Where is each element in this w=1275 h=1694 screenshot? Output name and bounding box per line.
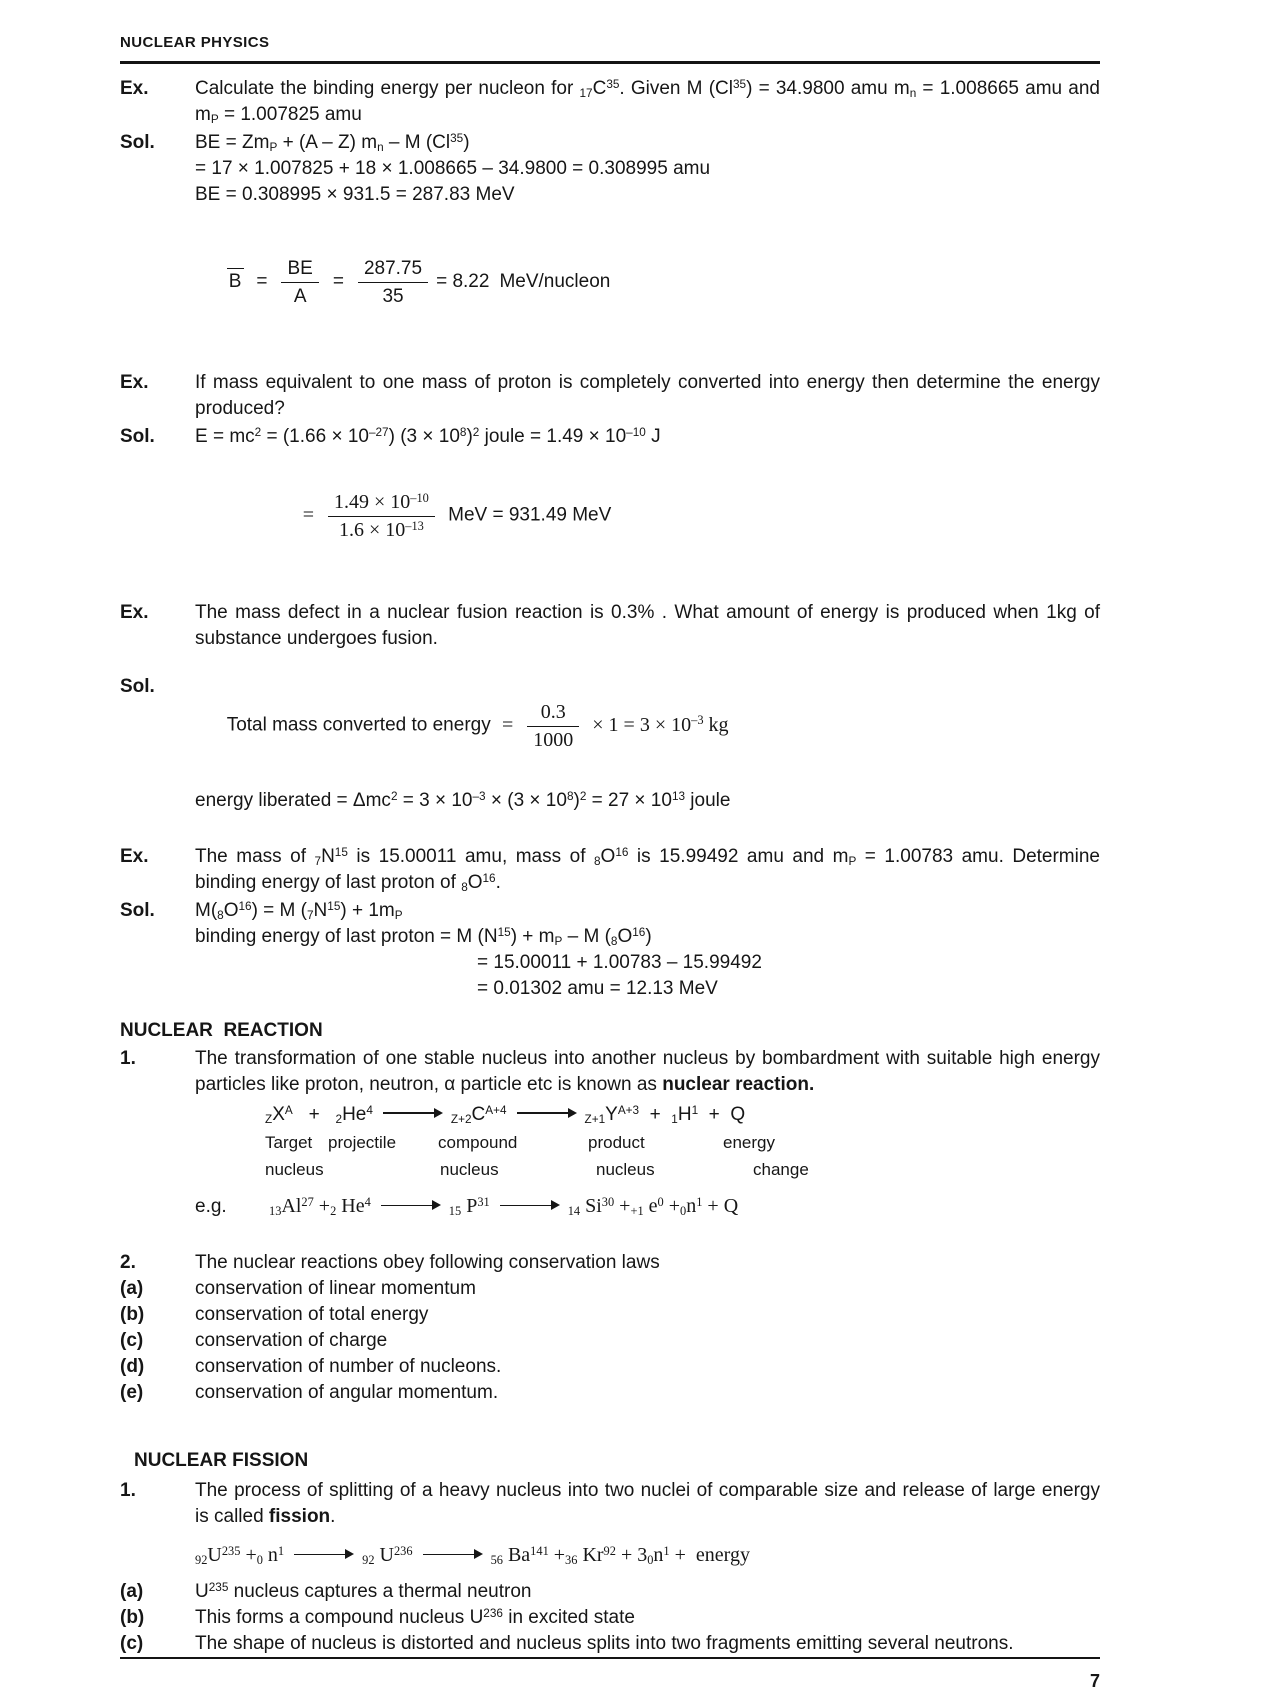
fraction-03-over-1000 bbox=[527, 700, 579, 752]
label-nucleus-2: nucleus bbox=[440, 1160, 499, 1179]
fraction-be-over-a bbox=[281, 256, 318, 308]
fraction-287-over-35 bbox=[358, 256, 428, 308]
law-letter: (c) bbox=[120, 1330, 144, 1351]
solution-line-3: BE = 0.308995 × 931.5 = 287.83 MeV bbox=[195, 184, 515, 205]
solution-label: Sol. bbox=[120, 426, 155, 447]
example-2-question bbox=[120, 370, 1100, 422]
nuclear-reaction-definition: The transformation of one stable nucleus into another nucleus by bombardment with suitable high energy particles like proton, neutron, α particle etc is known as nuclear reaction. bbox=[195, 1048, 1100, 1095]
conservation-law-item bbox=[120, 1354, 1100, 1380]
item-number: 1. bbox=[120, 1480, 136, 1501]
law-letter: (b) bbox=[120, 1304, 145, 1325]
header-rule bbox=[120, 61, 1100, 64]
example-2-solution bbox=[120, 424, 1100, 450]
equals-sign: = bbox=[332, 271, 344, 293]
fission-equation: $_{92}U^{235} +_0$ $n^1_{92}$ $U^{236}_{56}$ $Ba^{141} +_{36}$ $Kr^{92} + 3_0n^1$ + energy bbox=[195, 1543, 750, 1568]
point-letter: (a) bbox=[120, 1581, 144, 1602]
nuclear-reaction-equation-block bbox=[120, 1102, 1100, 1185]
energy-liberated-line bbox=[120, 788, 1100, 814]
law-letter: (a) bbox=[120, 1278, 144, 1299]
point-text: The shape of nucleus is distorted and nucleus splits into two fragments emitting several neutrons. bbox=[195, 1633, 1014, 1654]
fraction-denominator: A bbox=[293, 286, 307, 307]
equation-tail: × $1 = 3 \times 10^{-3}$ kg bbox=[587, 713, 729, 736]
solution-line-1: BE = $Zm_P + (A - Z)$ $m_n$ – M (Cl$^{35}$) bbox=[195, 131, 470, 155]
point-text: This forms a compound nucleus $U^{236}$ in excited state bbox=[195, 1606, 635, 1628]
mass-fraction-expression bbox=[496, 701, 729, 751]
solution-line-4: = 0.01302 amu = 12.13 MeV bbox=[477, 978, 718, 999]
fission-point bbox=[120, 1579, 1100, 1605]
equation-tail: MeV = 931.49 MeV bbox=[442, 504, 612, 526]
example-3-solution bbox=[120, 674, 1100, 778]
label-nucleus-3: nucleus bbox=[596, 1160, 655, 1179]
page-header bbox=[120, 30, 1100, 64]
eg-label: e.g. bbox=[195, 1196, 227, 1217]
fission-point bbox=[120, 1605, 1100, 1631]
section-heading-nuclear-reaction: NUCLEAR REACTION bbox=[120, 1020, 323, 1041]
law-text: conservation of number of nucleons. bbox=[195, 1356, 502, 1377]
solution-line-3: = 15.00011 + 1.00783 – 15.99492 bbox=[477, 952, 762, 973]
fraction-numerator: BE bbox=[281, 256, 318, 283]
conservation-law-item bbox=[120, 1328, 1100, 1354]
nuclear-reaction-equation: $_ZX^A + _2He^4_{Z+2}C^{A+4}_{Z+1}Y^{A+3} + _1H^1 + Q$ bbox=[265, 1103, 746, 1127]
example-reaction-row bbox=[120, 1193, 1100, 1220]
law-text: conservation of linear momentum bbox=[195, 1278, 476, 1299]
example-2-question-text: If mass equivalent to one mass of proton is completely converted into energy then determine the energy produced? bbox=[195, 372, 1100, 419]
example-3-question-text: The mass defect in a nuclear fusion reaction is 0.3% . What amount of energy is produced when 1kg of substance undergoes fusion. bbox=[195, 602, 1100, 649]
equals-sign: = bbox=[256, 271, 268, 293]
equals-sign: = bbox=[502, 713, 514, 736]
label-product: product bbox=[588, 1133, 645, 1152]
page-header-title: NUCLEAR PHYSICS bbox=[120, 34, 270, 51]
example-4-solution bbox=[120, 898, 1100, 1002]
solution-line-1: $M(_8O^{16}) = M$ $(_7N^{15}) + 1m_P$ bbox=[195, 899, 403, 923]
example-label: Ex. bbox=[120, 602, 149, 623]
law-text: conservation of total energy bbox=[195, 1304, 429, 1325]
fraction-denominator: 35 bbox=[382, 286, 404, 307]
page-number: 7 bbox=[1089, 1671, 1100, 1691]
conservation-laws-intro: The nuclear reactions obey following conservation laws bbox=[195, 1252, 660, 1273]
equation-fragment bbox=[297, 490, 443, 541]
example-1-question-text: Calculate the binding energy per nucleon for $_{17}C^{35}$. Given M $(Cl^{35}) = 34.9800$ amu $m_n = 1.008665$ amu and $m_P = 1.007825$ amu bbox=[195, 77, 1100, 127]
solution-label: Sol. bbox=[120, 132, 155, 153]
solution-line-2: = 17 × 1.007825 + 18 × 1.008665 – 34.9800 = 0.308995 amu bbox=[195, 158, 711, 179]
fraction-denominator: 1000 bbox=[533, 729, 574, 751]
solution-label: Sol. bbox=[120, 676, 155, 697]
label-target: Target bbox=[265, 1133, 313, 1152]
point-text: $U^{235}$ nucleus captures a thermal neutron bbox=[195, 1580, 532, 1602]
section-heading-nuclear-fission: NUCLEAR FISSION bbox=[134, 1450, 309, 1471]
law-letter: (d) bbox=[120, 1356, 145, 1377]
nuclear-reaction-item-2 bbox=[120, 1250, 1100, 1276]
equation-term-labels bbox=[265, 1130, 1100, 1185]
result-value: = 8.22 bbox=[436, 271, 490, 293]
mev-conversion-equation bbox=[120, 464, 1100, 568]
law-text: conservation of charge bbox=[195, 1330, 388, 1351]
fraction-numerator: $1.49 \times 10^{-10}$ bbox=[328, 490, 435, 517]
example-label: Ex. bbox=[120, 372, 149, 393]
label-change: change bbox=[753, 1160, 809, 1179]
item-number: 2. bbox=[120, 1252, 136, 1273]
nuclear-fission-item-1 bbox=[120, 1478, 1100, 1530]
binding-energy-per-nucleon-equation bbox=[120, 230, 1100, 334]
example-1-question bbox=[120, 76, 1100, 128]
label-energy: energy bbox=[723, 1133, 775, 1152]
solution-label: Sol. bbox=[120, 900, 155, 921]
footer-rule bbox=[120, 1657, 1100, 1659]
label-projectile: projectile bbox=[328, 1133, 397, 1152]
item-number: 1. bbox=[120, 1048, 136, 1069]
example-label: Ex. bbox=[120, 846, 149, 867]
fraction-numerator: 287.75 bbox=[358, 256, 428, 283]
point-letter: (b) bbox=[120, 1607, 145, 1628]
energy-liberated-text: energy liberated = $\Delta mc^2 = 3 \times 10^{-3} \times (3 \times 10^8)^2 = 27 \times 10^{13}$ joule bbox=[195, 789, 731, 811]
page-footer bbox=[120, 1657, 1100, 1694]
label-nucleus-1: nucleus bbox=[265, 1160, 324, 1179]
b-bar-symbol: B bbox=[227, 268, 245, 295]
example-label: Ex. bbox=[120, 78, 149, 99]
nuclear-fission-definition: The process of splitting of a heavy nucleus into two nuclei of comparable size and release of large energy is called fission. bbox=[195, 1480, 1100, 1527]
conservation-law-item bbox=[120, 1276, 1100, 1302]
conservation-law-item bbox=[120, 1380, 1100, 1406]
equals-sign: = bbox=[302, 503, 314, 526]
example-4-question bbox=[120, 844, 1100, 896]
fraction-numerator: 0.3 bbox=[527, 700, 579, 727]
example-4-question-text: The mass of $_7N^{15}$ is 15.00011 amu, mass of $_8O^{16}$ is 15.99492 amu and $m_P = 1.00783$ amu. Determine binding energy of last proton of $_8O^{16}$. bbox=[195, 845, 1100, 895]
label-compound: compound bbox=[438, 1133, 518, 1152]
nuclear-reaction-item-1 bbox=[120, 1046, 1100, 1098]
fraction-149e-10-over-16e-13 bbox=[328, 490, 435, 542]
fission-equation-row bbox=[120, 1542, 1100, 1569]
example-1-solution bbox=[120, 130, 1100, 208]
example-3-question bbox=[120, 600, 1100, 652]
point-letter: (c) bbox=[120, 1633, 144, 1654]
law-letter: (e) bbox=[120, 1382, 144, 1403]
fission-point bbox=[120, 1631, 1100, 1657]
example-2-solution-text: $E = mc^2 = (1.66 \times 10^{-27}) (3 \times 10^8)^2$ joule = $1.49 \times 10^{-10}$ J bbox=[195, 425, 661, 447]
example-reaction-equation: $_{13}Al^{27} +_2$ $He^4_{15}$ $P^{31}_{14}$ $Si^{30} +_{+1}$ $e^0 +_0n^1 + Q$ bbox=[269, 1194, 739, 1219]
fraction-denominator: $1.6 \times 10^{-13}$ bbox=[338, 518, 424, 541]
law-text: conservation of angular momentum. bbox=[195, 1382, 499, 1403]
solution-line-2: binding energy of last proton = M $(N^{15}) + m_P - M$ $(_8O^{16})$ bbox=[195, 925, 652, 949]
result-unit: MeV/nucleon bbox=[499, 271, 611, 293]
solution-lead-text: Total mass converted to energy bbox=[226, 714, 496, 736]
conservation-law-item bbox=[120, 1302, 1100, 1328]
